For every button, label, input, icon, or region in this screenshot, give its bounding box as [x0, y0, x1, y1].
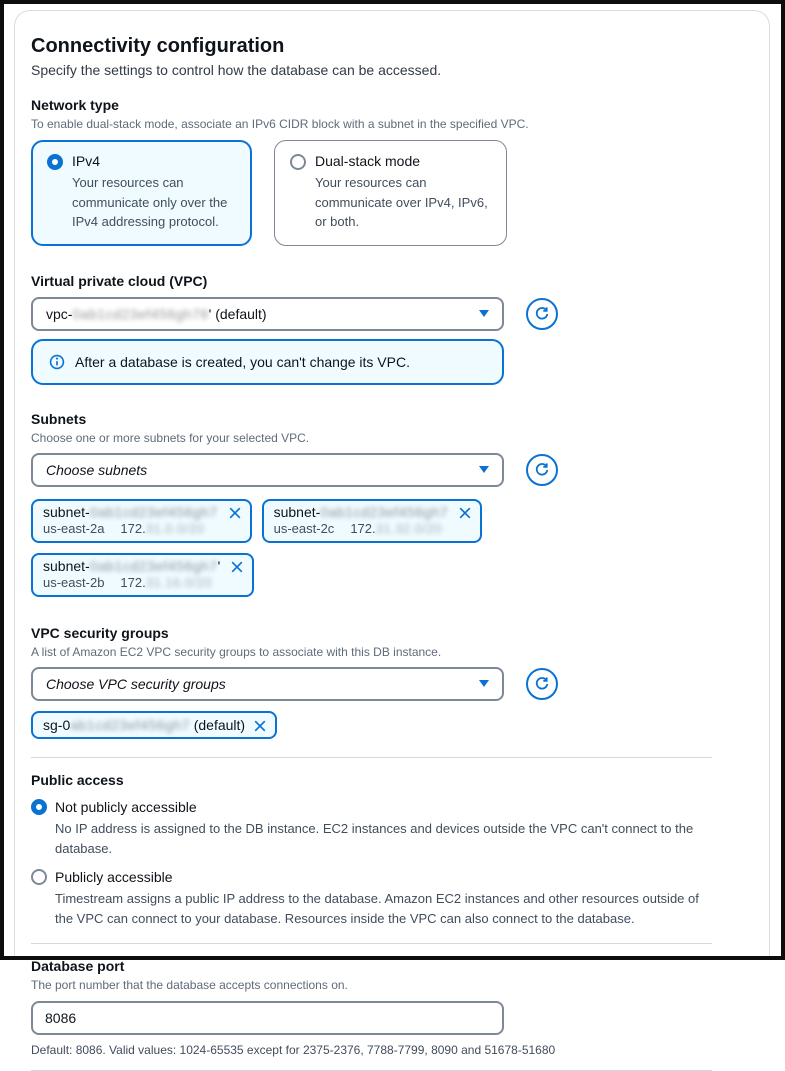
redacted-subnet-cidr: 31.16.0/20 — [145, 574, 213, 590]
security-groups-select[interactable] — [31, 667, 504, 701]
subnet-id: subnet-0ab1cd23ef456gh7 — [273, 503, 449, 520]
redacted-security-group-id: ab1cd23ef456gh7 — [70, 716, 190, 733]
connectivity-configuration-card — [14, 10, 770, 1058]
option-label: Publicly accessible — [55, 868, 173, 885]
subnet-chip — [31, 553, 254, 597]
subnet-chip-details — [43, 575, 244, 590]
subnets-select[interactable] — [31, 453, 504, 487]
option-label: IPv4 — [72, 153, 101, 169]
security-group-id: sg-0ab1cd23ef456gh7 (default) — [43, 716, 246, 733]
radio-selected-icon — [47, 154, 63, 170]
subnets-helper: Choose one or more subnets for your selected VPC. — [31, 430, 310, 445]
vpc-refresh-button[interactable] — [526, 298, 558, 330]
radio-unselected-icon — [290, 154, 306, 170]
subnet-cidr: 172.31.32.0/20 — [350, 520, 443, 536]
subnets-control-row — [31, 453, 712, 487]
page-description: Specify the settings to control how the database can be accessed. — [31, 62, 442, 78]
database-port-helper: The port number that the database accepts connections on. — [31, 978, 348, 993]
remove-subnet-button[interactable] — [228, 504, 242, 520]
redacted-subnet-cidr: 31.32.0/20 — [375, 520, 443, 536]
option-content — [72, 153, 236, 232]
vpc-selected-value: vpc-0ab1cd23ef456gh78' (default) — [46, 305, 267, 322]
radio-selected-icon — [31, 799, 47, 815]
vpc-alert-text: After a database is created, you can't change its VPC. — [75, 353, 410, 370]
public-access-option-public[interactable] — [31, 868, 712, 886]
redacted-subnet-id: 0ab1cd23ef456gh7 — [320, 503, 449, 520]
subnets-section — [31, 410, 712, 597]
close-icon — [228, 506, 242, 520]
vpc-section — [31, 272, 712, 385]
refresh-icon — [534, 676, 550, 692]
option-description: No IP address is assigned to the DB instance. EC2 instances and devices outside the VPC can't connect to the database. — [55, 820, 694, 856]
refresh-icon — [534, 462, 550, 478]
info-icon — [49, 354, 65, 370]
chevron-down-icon — [479, 680, 489, 687]
subnet-az: us-east-2b — [43, 574, 105, 590]
option-label: Dual-stack mode — [315, 153, 421, 169]
subnet-cidr: 172.31.16.0/20 — [120, 574, 213, 590]
close-icon — [253, 719, 267, 733]
security-groups-label: VPC security groups — [31, 624, 169, 641]
subnet-cidr: 172.31.0.0/20 — [120, 520, 205, 536]
vpc-info-alert — [31, 339, 504, 385]
subnet-chip — [31, 499, 252, 543]
network-type-section — [31, 96, 712, 246]
public-access-label: Public access — [31, 771, 124, 788]
chevron-down-icon — [479, 310, 489, 317]
network-type-options — [31, 140, 712, 246]
redacted-vpc-id: 0ab1cd23ef456gh78 — [72, 305, 209, 322]
vpc-control-row — [31, 297, 712, 331]
subnet-id: subnet-0ab1cd23ef456gh7 — [43, 503, 218, 520]
redacted-subnet-cidr: 31.0.0/20 — [145, 520, 205, 536]
refresh-icon — [534, 306, 550, 322]
section-divider — [31, 943, 712, 944]
remove-subnet-button[interactable] — [230, 558, 244, 574]
redacted-subnet-id: 0ab1cd23ef456gh7 — [89, 503, 218, 520]
network-type-option-ipv4[interactable] — [31, 140, 252, 246]
subnet-az: us-east-2a — [43, 520, 105, 536]
subnet-chip-header — [274, 504, 473, 520]
redacted-subnet-id: 0ab1cd23ef456gh7 — [89, 557, 218, 574]
network-type-helper: To enable dual-stack mode, associate an IPv6 CIDR block with a subnet in the specified VPC. — [31, 117, 529, 131]
security-groups-helper: A list of Amazon EC2 VPC security groups to associate with this DB instance. — [31, 644, 442, 659]
subnet-chip-header — [43, 504, 242, 520]
database-port-input[interactable] — [31, 1001, 504, 1035]
public-access-section — [31, 771, 712, 930]
chevron-down-icon — [479, 466, 489, 473]
database-port-section — [31, 957, 712, 1057]
subnet-id: subnet-0ab1cd23ef456gh7' — [43, 557, 221, 574]
subnet-chip-details — [274, 521, 473, 536]
option-content — [315, 153, 491, 232]
security-groups-control-row — [31, 667, 712, 701]
vpc-label: Virtual private cloud (VPC) — [31, 272, 208, 289]
section-divider — [31, 757, 712, 758]
network-type-label: Network type — [31, 97, 119, 113]
public-access-option-private[interactable] — [31, 798, 712, 816]
radio-unselected-icon — [31, 869, 47, 885]
option-description: Your resources can communicate over IPv4, IPv6, or both. — [315, 175, 488, 229]
page-title: Connectivity configuration — [31, 35, 285, 57]
database-port-label: Database port — [31, 958, 125, 975]
subnet-chip — [262, 499, 483, 543]
security-groups-placeholder: Choose VPC security groups — [46, 675, 226, 692]
close-icon — [458, 506, 472, 520]
option-label: Not publicly accessible — [55, 798, 197, 815]
vpc-select[interactable] — [31, 297, 504, 331]
subnets-label: Subnets — [31, 410, 87, 427]
remove-security-group-button[interactable] — [253, 717, 267, 733]
subnet-chip-header — [43, 558, 244, 574]
option-description: Your resources can communicate only over the IPv4 addressing protocol. — [72, 175, 228, 229]
subnets-placeholder: Choose subnets — [46, 461, 148, 478]
security-groups-section — [31, 624, 712, 739]
subnet-chips — [31, 499, 513, 597]
remove-subnet-button[interactable] — [458, 504, 472, 520]
security-groups-refresh-button[interactable] — [526, 668, 558, 700]
close-icon — [230, 560, 244, 574]
network-type-option-dual-stack[interactable] — [274, 140, 507, 246]
subnet-chip-details — [43, 521, 242, 536]
database-port-constraint: Default: 8086. Valid values: 1024-65535 except for 2375-2376, 7788-7799, 8090 and 51678-51680 — [31, 1043, 556, 1058]
subnet-az: us-east-2c — [273, 520, 335, 536]
security-group-chip — [31, 711, 277, 739]
option-description: Timestream assigns a public IP address to the database. Amazon EC2 instances and other resources outside of the VPC can connect to your database. Resources inside the VPC can also connect to the database. — [55, 890, 699, 926]
subnets-refresh-button[interactable] — [526, 454, 558, 486]
